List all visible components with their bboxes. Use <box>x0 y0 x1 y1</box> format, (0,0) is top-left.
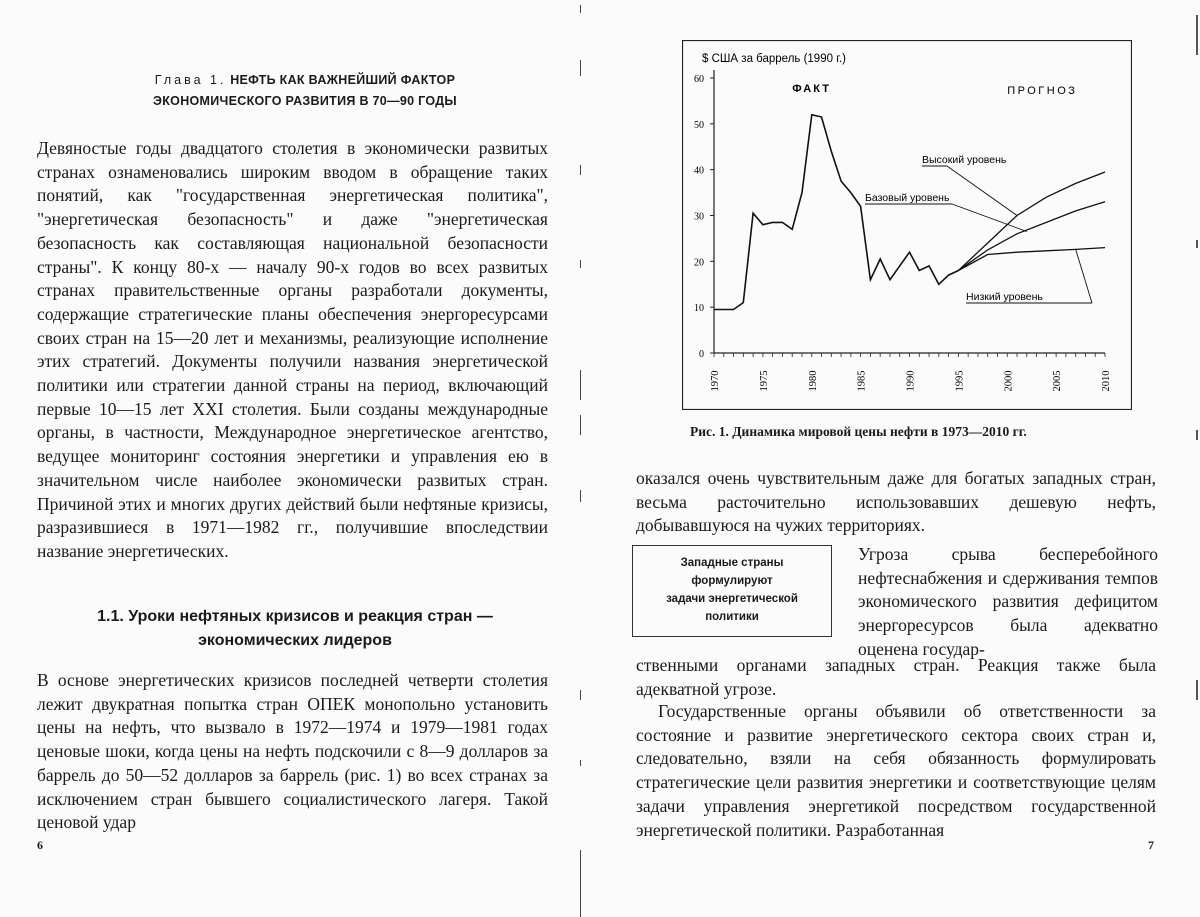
chapter-title-line2: ЭКОНОМИЧЕСКОГО РАЗВИТИЯ В 70—90 ГОДЫ <box>153 94 457 108</box>
x-tick-label: 2010 <box>1101 370 1112 392</box>
right-paragraph-2-continued: ственными органами западных стран. Реакция также была адекватной угрозе. <box>636 655 1156 699</box>
chapter-label: Глава 1. <box>154 73 227 87</box>
x-tick-label: 1975 <box>758 370 770 392</box>
y-tick-label: 40 <box>694 165 704 177</box>
body-paragraph-2: В основе энергетических кризисов последней четверти столетия лежит двукратная попытка стран ОПЕК монопольно установить цены на нефть, что вызвало в 1972—1974 и 1979—1981 годах ценовые шоки, когда цены на нефть подскочили с 8—9 долларов за баррель до 50—52 долларов за баррель (рис. 1) во всех странах за исключением стран бывшего социалистического лагеря. Такой ценовой удар <box>37 670 548 833</box>
chapter-title-line1: НЕФТЬ КАК ВАЖНЕЙШИЙ ФАКТОР <box>230 73 456 87</box>
body-paragraph-1: Девяностые годы двадцатого столетия в экономически развитых странах ознаменовались широким вводом в обращение таких понятий, как "государственная энергетическая политика", "энергетическая безопасность" и даже "энергетическая безопасность как составляющая национальной безопасности страны". К концу 80-х — началу 90-х годов во всех развитых странах правительственные органы разработали документы, содержащие стратегические планы обеспечения энергоресурсами своих стран на 15—20 лет и механизмы, реализующие исполнение этих стратегий. Документы получили названия энергетической политики или стратегии данной страны на период, включающий первые 10—15 лет XXI столетия. Были созданы международные органы, в частности, Международное энергетическое агентство, ведущее мониторинг состояния энергетики и управления ею в значительном числе наиболее экономически развитых стран. Причиной этих и многих других действий были нефтяные кризисы, разразившиеся в 1971—1982 гг., получившие впоследствии название энергетических. <box>37 138 548 561</box>
series-line-forecast-3 <box>958 248 1105 271</box>
series-leader-line <box>947 166 1017 216</box>
series-label: Высокий уровень <box>922 154 1007 166</box>
y-tick-label: 0 <box>699 349 704 360</box>
y-tick-label: 10 <box>694 303 704 315</box>
chapter-heading <box>60 70 550 112</box>
left-page <box>0 0 590 917</box>
y-axis-label: $ США за баррель (1990 г.) <box>702 53 847 65</box>
section-title-line1: 1.1. Уроки нефтяных кризисов и реакция стран — <box>97 608 493 625</box>
x-tick-label: 1985 <box>856 370 868 392</box>
margin-note-line4: политики <box>705 611 759 623</box>
section-heading <box>40 605 550 653</box>
margin-note-line2: формулируют <box>691 575 773 587</box>
margin-note-line1: Западные страны <box>680 557 784 569</box>
right-paragraph-1: оказался очень чувствительным даже для богатых западных стран, весьма расточительно использовавших дешевую нефть, добывавшуюся на чужих территориях. <box>636 468 1156 536</box>
y-tick-label: 20 <box>694 257 704 269</box>
series-leader-line <box>1076 249 1092 303</box>
margin-note-line3: задачи энергетической <box>666 593 798 605</box>
x-tick-label: 1990 <box>905 370 917 392</box>
figure-caption: Рис. 1. Динамика мировой цены нефти в 1973—2010 гг. <box>690 424 1027 439</box>
right-paragraph-3: Государственные органы объявили об ответственности за состояние и развитие энергетического сектора своих стран и, следовательно, взяли на себя обязанность формулировать стратегические цели развития энергетики и соответствующие целям задачи управления энергетикой посредством государственной энергетической политики. Разработанная <box>636 701 1156 840</box>
oil-price-chart <box>682 40 1132 410</box>
margin-note-box <box>632 545 832 637</box>
series-label: Базовый уровень <box>865 192 950 204</box>
series-line-fact <box>714 115 958 310</box>
annotation-forecast: ПРОГНОЗ <box>1007 85 1078 97</box>
section-title-line2: экономических лидеров <box>198 632 392 649</box>
x-tick-label: 2005 <box>1052 370 1064 392</box>
x-tick-label: 1995 <box>954 370 966 392</box>
y-tick-label: 60 <box>694 74 704 85</box>
y-tick-label: 50 <box>694 119 704 131</box>
x-tick-label: 2000 <box>1003 370 1015 392</box>
annotation-fact: ФАКТ <box>792 83 831 95</box>
page-number-right: 7 <box>1148 838 1154 852</box>
right-paragraph-2-wrapped: Угроза срыва бесперебойного нефтеснабжения и сдерживания темпов экономического развития дефицитом энергоресурсов была адекватно оценена государ- <box>858 544 1158 659</box>
right-page <box>600 0 1200 917</box>
x-tick-label: 1970 <box>710 370 721 392</box>
series-line-forecast-2 <box>958 202 1105 271</box>
series-label: Низкий уровень <box>966 291 1043 303</box>
page-number-left: 6 <box>37 838 43 852</box>
y-tick-label: 30 <box>694 211 704 223</box>
x-tick-label: 1980 <box>807 370 819 392</box>
series-leader-line <box>952 204 1027 232</box>
